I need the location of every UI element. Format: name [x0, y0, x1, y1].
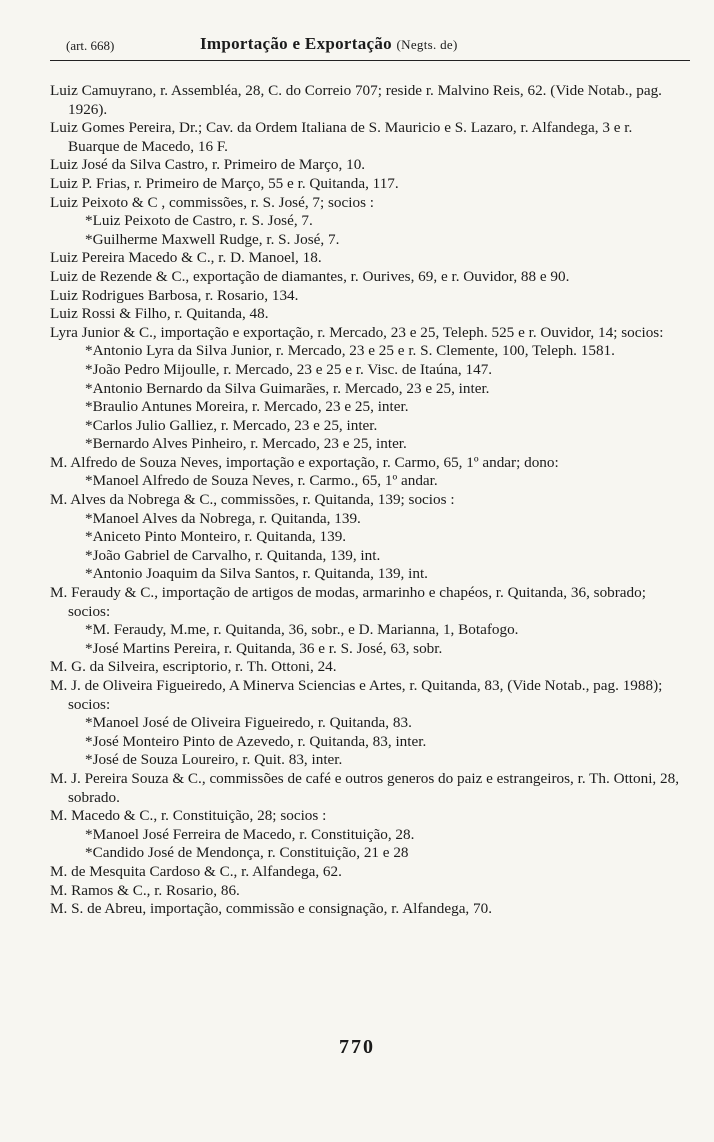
- firm-entry: M. S. de Abreu, importação, commissão e consignação, r. Alfandega, 70.: [50, 900, 493, 918]
- partner-entry: *Guilherme Maxwell Rudge, r. S. José, 7.: [85, 230, 340, 248]
- partner-entry: *Antonio Lyra da Silva Junior, r. Mercado, 23 e 25 e r. S. Clemente, 100, Teleph. 1581.: [85, 342, 615, 360]
- firm-entry: M. Alves da Nobrega & C., commissões, r. Quitanda, 139; socios :: [50, 491, 455, 509]
- firm-entry: M. de Mesquita Cardoso & C., r. Alfandega, 62.: [50, 862, 342, 880]
- firm-entry: M. Alfredo de Souza Neves, importação e exportação, r. Carmo, 65, 1º andar; dono:: [50, 453, 559, 471]
- partner-entry: *João Pedro Mijoulle, r. Mercado, 23 e 25 e r. Visc. de Itaúna, 147.: [85, 360, 493, 378]
- partner-entry: *Luiz Peixoto de Castro, r. S. José, 7.: [85, 212, 313, 230]
- firm-entry: Luiz Pereira Macedo & C., r. D. Manoel, 18.: [50, 249, 322, 267]
- page-header: [50, 30, 690, 61]
- partner-entry: *João Gabriel de Carvalho, r. Quitanda, 139, int.: [85, 546, 381, 564]
- firm-entry: M. Feraudy & C., importação de artigos de modas, armarinho e chapéos, r. Quitanda, 36, sobrado; socios:: [50, 584, 646, 620]
- firm-entry: Luiz José da Silva Castro, r. Primeiro de Março, 10.: [50, 156, 366, 174]
- partner-entry: *Manoel Alfredo de Souza Neves, r. Carmo., 65, 1º andar.: [85, 472, 438, 490]
- firm-entry: M. J. de Oliveira Figueiredo, A Minerva Sciencias e Artes, r. Quitanda, 83, (Vide Notab., pag. 1988); socios:: [50, 677, 663, 713]
- partner-entry: *José de Souza Loureiro, r. Quit. 83, inter.: [85, 751, 343, 769]
- firm-entry: M. Ramos & C., r. Rosario, 86.: [50, 881, 240, 899]
- partner-entry: *Bernardo Alves Pinheiro, r. Mercado, 23 e 25, inter.: [85, 435, 407, 453]
- partner-entry: *José Monteiro Pinto de Azevedo, r. Quitanda, 83, inter.: [85, 732, 427, 750]
- firm-entry: Luiz de Rezende & C., exportação de diamantes, r. Ourives, 69, e r. Ouvidor, 88 e 90.: [50, 267, 570, 285]
- partner-entry: *Antonio Bernardo da Silva Guimarães, r. Mercado, 23 e 25, inter.: [85, 379, 490, 397]
- firm-entry: Luiz Peixoto & C , commissões, r. S. José, 7; socios :: [50, 193, 375, 211]
- partner-entry: *Carlos Julio Galliez, r. Mercado, 23 e 25, inter.: [85, 416, 378, 434]
- firm-entry: M. Macedo & C., r. Constituição, 28; socios :: [50, 807, 327, 825]
- running-title-main: Importação e Exportação: [200, 34, 392, 53]
- firm-entry: M. J. Pereira Souza & C., commissões de café e outros generos do paiz e estrangeiros, r. Th. Ottoni, 28, sobrado.: [50, 769, 680, 806]
- firm-entry: Luiz Gomes Pereira, Dr.; Cav. da Ordem Italiana de S. Mauricio e S. Lazaro, r. Alfandega, 3 e r. Buarque de Macedo, 16 F.: [50, 119, 633, 155]
- page-number: 770: [339, 1036, 375, 1058]
- article-reference: (art. 668): [66, 38, 115, 53]
- partner-entry: *M. Feraudy, M.me, r. Quitanda, 36, sobr., e D. Marianna, 1, Botafogo.: [85, 621, 519, 639]
- partner-entry: *Manoel Alves da Nobrega, r. Quitanda, 139.: [85, 509, 361, 527]
- firm-entry: Luiz Rossi & Filho, r. Quitanda, 48.: [50, 305, 269, 323]
- partner-entry: *Aniceto Pinto Monteiro, r. Quitanda, 139.: [85, 528, 347, 546]
- partner-entry: *Braulio Antunes Moreira, r. Mercado, 23 e 25, inter.: [85, 398, 409, 416]
- partner-entry: *Candido José de Mendonça, r. Constituição, 21 e 28: [85, 844, 409, 862]
- entry-list: [0, 82, 714, 919]
- firm-entry: Luiz P. Frias, r. Primeiro de Março, 55 e r. Quitanda, 117.: [50, 174, 399, 192]
- firm-entry: Luiz Camuyrano, r. Assembléa, 28, C. do Correio 707; reside r. Malvino Reis, 62. (Vide Notab., pag. 1926).: [50, 82, 662, 118]
- partner-entry: *Antonio Joaquim da Silva Santos, r. Quitanda, 139, int.: [85, 565, 428, 583]
- running-title: [200, 34, 458, 54]
- partner-entry: *José Martins Pereira, r. Quitanda, 36 e r. S. José, 63, sobr.: [85, 639, 443, 657]
- running-title-sub: (Negts. de): [396, 37, 458, 52]
- partner-entry: *Manoel José de Oliveira Figueiredo, r. Quitanda, 83.: [85, 714, 412, 732]
- firm-entry: Lyra Junior & C., importação e exportação, r. Mercado, 23 e 25, Teleph. 525 e r. Ouvidor, 14; socios:: [50, 323, 664, 341]
- partner-entry: *Manoel José Ferreira de Macedo, r. Constituição, 28.: [85, 825, 415, 843]
- firm-entry: Luiz Rodrigues Barbosa, r. Rosario, 134.: [50, 286, 299, 304]
- firm-entry: M. G. da Silveira, escriptorio, r. Th. Ottoni, 24.: [50, 658, 337, 676]
